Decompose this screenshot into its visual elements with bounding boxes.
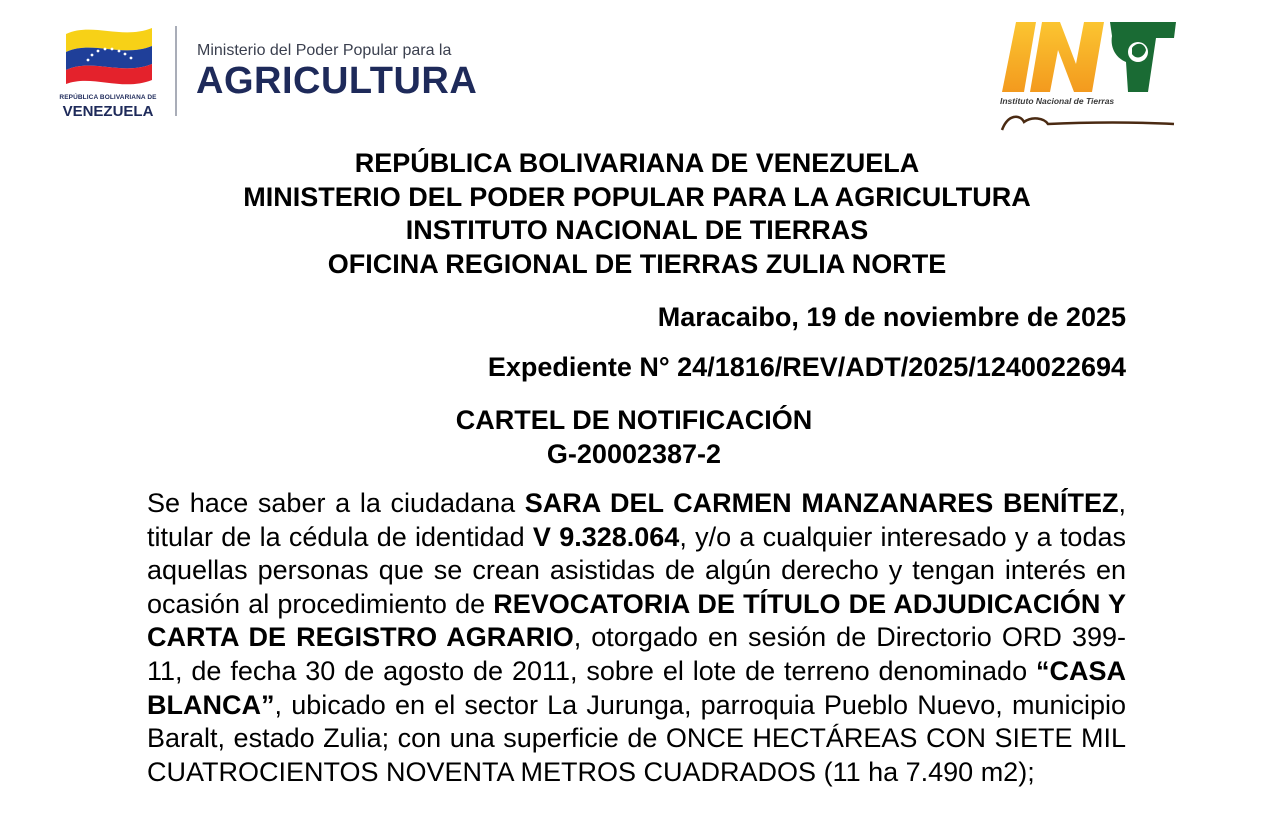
notice-title: CARTEL DE NOTIFICACIÓN xyxy=(455,405,813,435)
ministry-caption: Ministerio del Poder Popular para la xyxy=(197,42,452,59)
logo-divider xyxy=(175,26,177,116)
file-number: Expediente N° 24/1816/REV/ADT/2025/1240022694 xyxy=(487,352,1126,382)
lot-name: “CASA BLANCA” xyxy=(147,655,1126,720)
government-logo xyxy=(58,22,158,122)
venezuela-flag-icon xyxy=(62,22,154,88)
gov-caption-small: REPÚBLICA BOLIVARIANA DE xyxy=(59,94,157,101)
body-text-4: , otorgado en sesión de Directorio ORD 399-11, de fecha 30 de agosto de 2011, sobre el lote de terreno denominado xyxy=(147,622,1126,686)
body-text-1: Se hace saber a la ciudadana xyxy=(147,488,525,518)
notice-title-block xyxy=(0,404,1268,471)
notified-person-name: SARA DEL CARMEN MANZANARES BENÍTEZ xyxy=(524,488,1119,518)
body-text-2: , titular de la cédula de identidad xyxy=(147,488,1127,552)
heading-ministry: MINISTERIO DEL PODER POPULAR PARA LA AGRICULTURA xyxy=(243,181,1031,212)
body-text-3: , y/o a cualquier interesado y a todas aquellas personas que se crean asistidas de algún derecho y tengan interés en ocasión al procedimiento de xyxy=(147,521,1126,619)
int-caption: Instituto Nacional de Tierras xyxy=(1000,96,1115,106)
heading-institute: INSTITUTO NACIONAL DE TIERRAS xyxy=(405,215,869,246)
heading-republic: REPÚBLICA BOLIVARIANA DE VENEZUELA xyxy=(354,148,920,178)
body-text-5: , ubicado en el sector La Jurunga, parroquia Pueblo Nuevo, municipio Baralt, estado Zulia; con una superficie de ONCE HECTÁREAS CON SIETE MIL CUATROCIENTOS NOVENTA METROS CUADRADOS (11 ha 7.490 m2); xyxy=(147,689,1126,787)
document-date: Maracaibo, 19 de noviembre de 2025 xyxy=(657,302,1126,332)
document-heading xyxy=(0,147,1274,281)
gov-caption-country: VENEZUELA xyxy=(62,103,154,120)
procedure-name: REVOCATORIA DE TÍTULO DE ADJUDICACIÓN Y CARTA DE REGISTRO AGRARIO xyxy=(147,588,1126,653)
notice-code: G-20002387-2 xyxy=(546,438,722,469)
identity-number: V 9.328.064 xyxy=(532,521,680,552)
header-logos xyxy=(0,0,1274,140)
int-logo xyxy=(998,18,1180,136)
heading-office: OFICINA REGIONAL DE TIERRAS ZULIA NORTE xyxy=(327,248,947,279)
notice-body xyxy=(147,487,1126,789)
ministry-title: AGRICULTURA xyxy=(196,60,478,102)
int-emblem-icon xyxy=(998,18,1180,136)
